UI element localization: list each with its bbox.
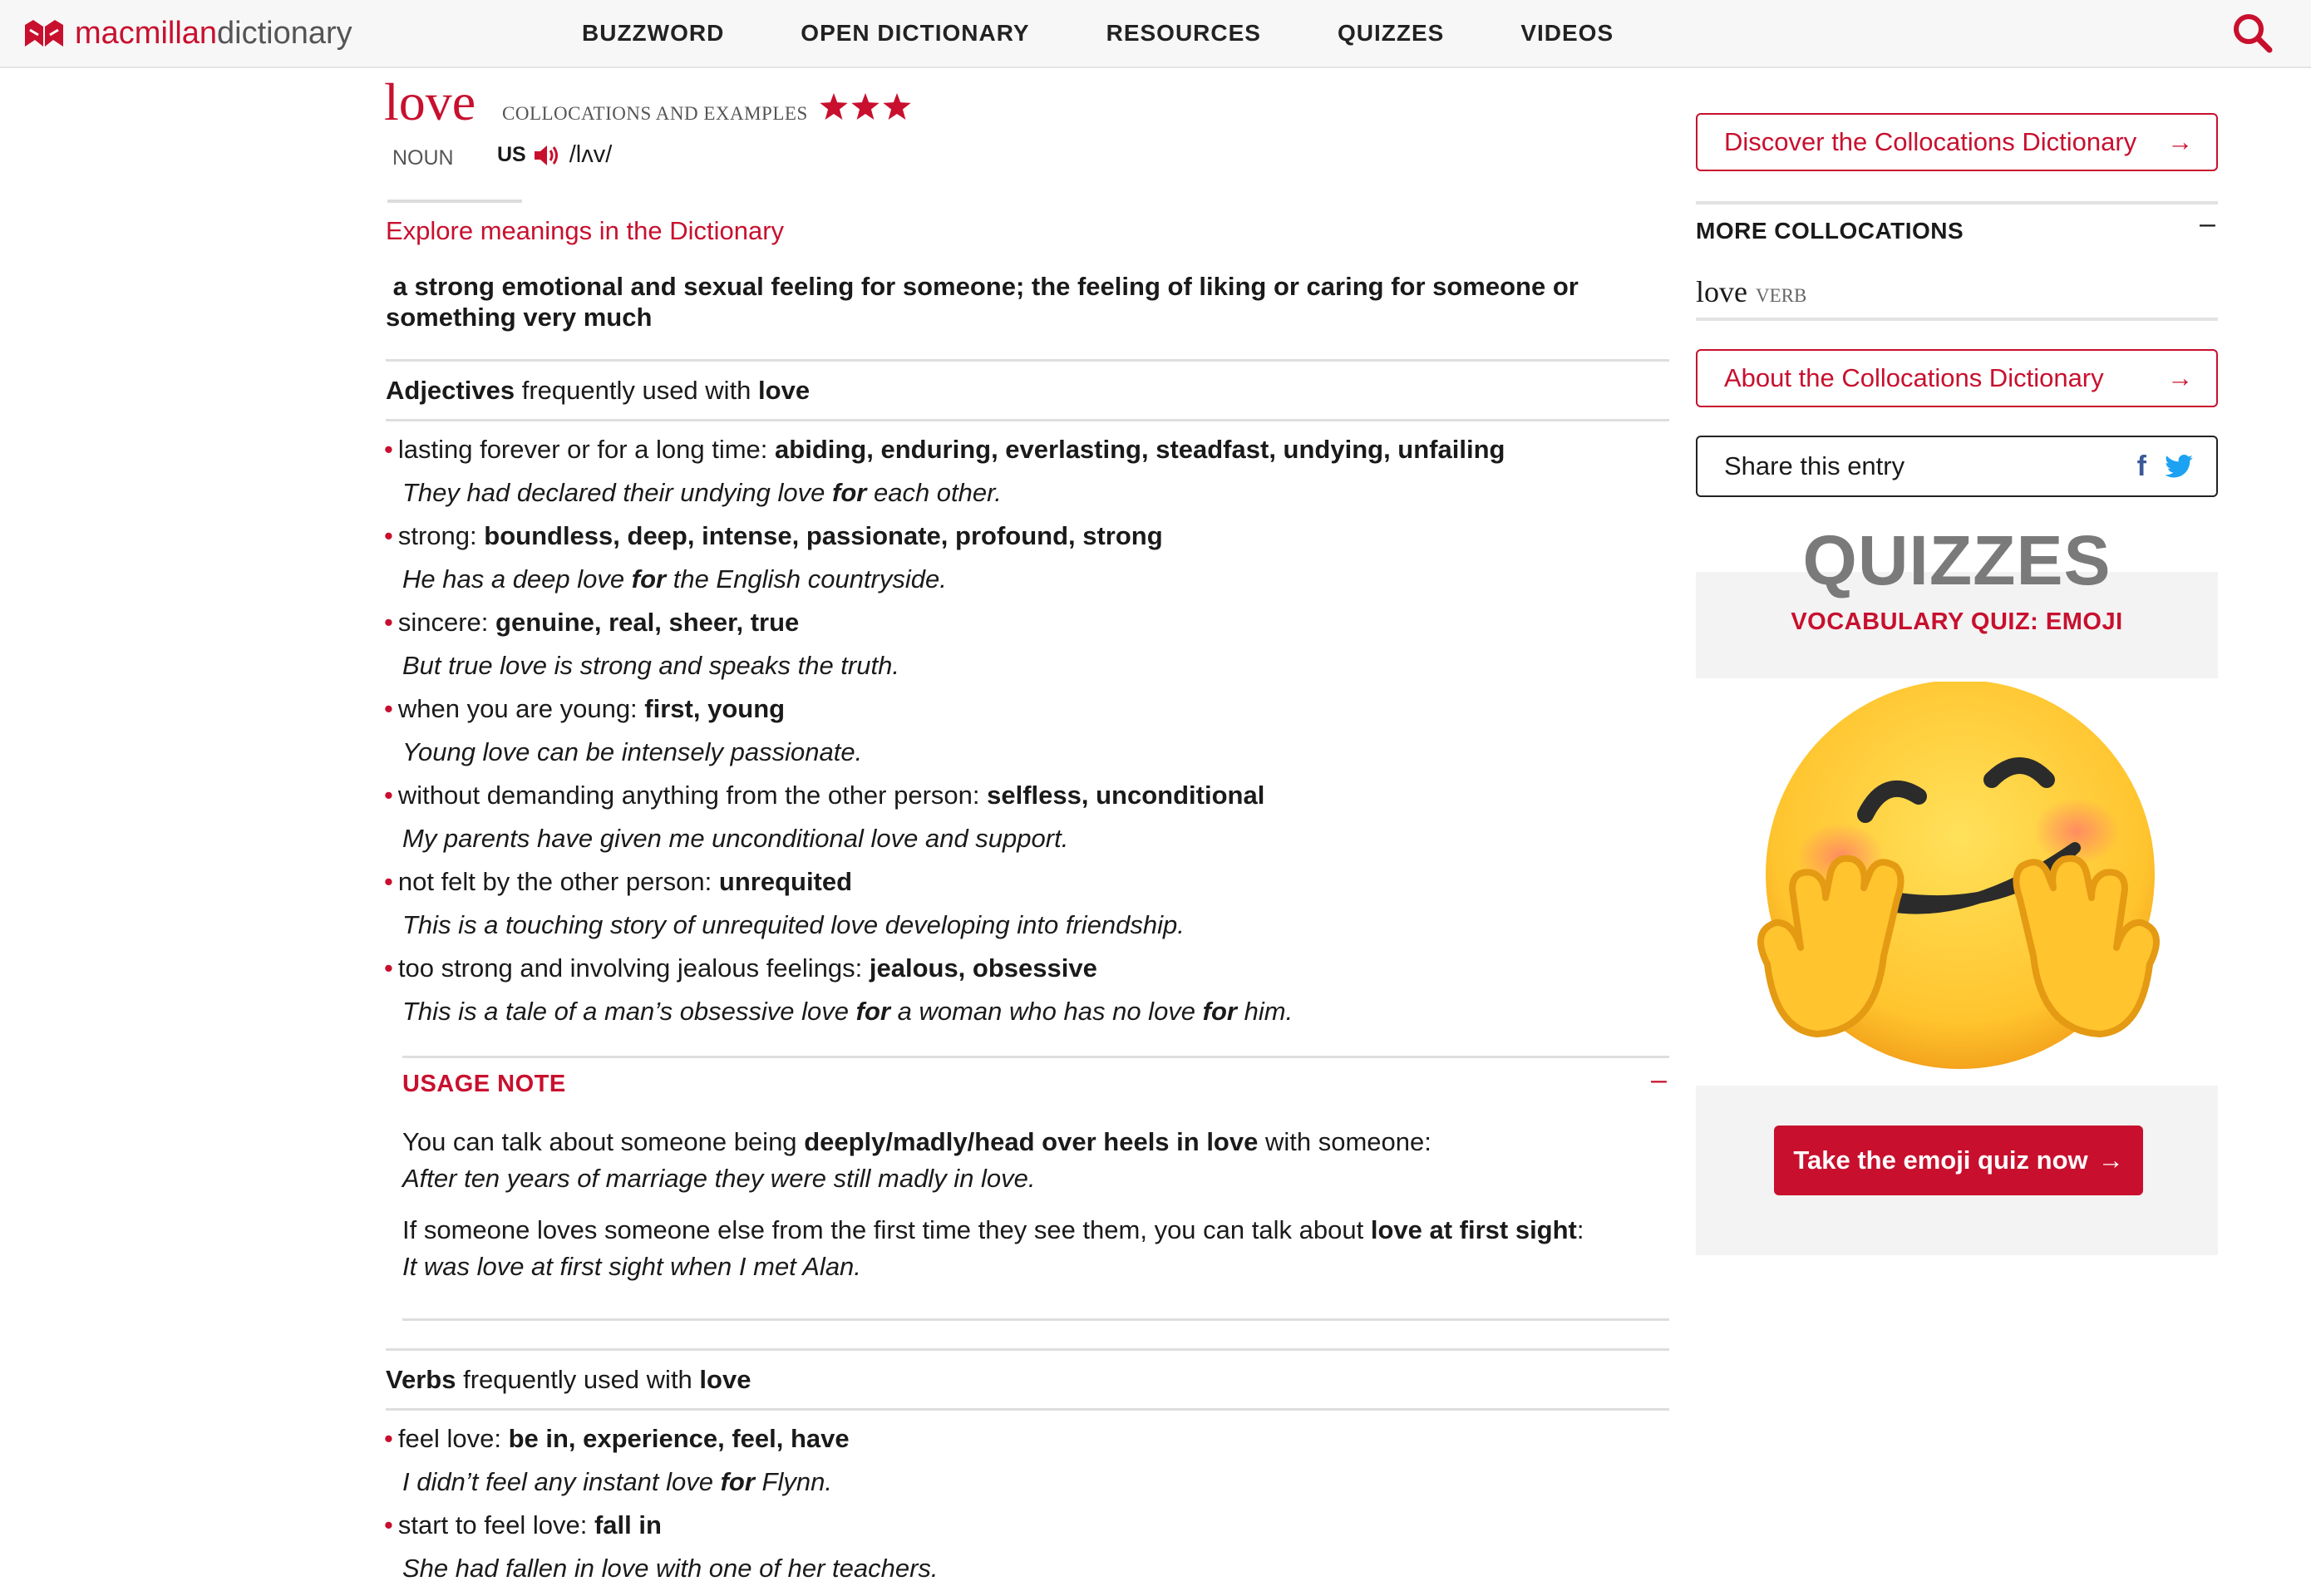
collocation-item: • when you are young: first, young Young love can be intensely passionate. [384,693,1681,767]
section-title-rest: frequently used with [463,1365,692,1394]
section-title-word: love [758,376,811,405]
star-icon [851,93,880,120]
example-sentence: I didn’t feel any instant love for Flynn. [402,1467,832,1496]
collocation-gloss: feel love: [397,1424,501,1453]
usage-note-paragraph: You can talk about someone being deeply/madly/head over heels in love with someone: After ten years of marriage they were still madly in love. [402,1127,1431,1193]
divider [1696,201,2218,204]
example-sentence: This is a tale of a man’s obsessive love for a woman who has no love for him. [402,997,1293,1026]
explore-dictionary-link[interactable]: Explore meanings in the Dictionary [386,216,785,245]
usage-example: After ten years of marriage they were still madly in love. [402,1164,1036,1193]
arrow-right-icon: → [2097,1145,2124,1175]
section-title-bold: Adjectives [386,376,515,405]
main-nav [582,0,1690,66]
collocation-gloss: too strong and involving jealous feelings: [397,953,863,983]
button-label: Take the emoji quiz now [1793,1145,2088,1175]
example-sentence: He has a deep love for the English countryside. [402,564,947,594]
collocation-item: • sincere: genuine, real, sheer, true But true love is strong and speaks the truth. [384,607,1681,681]
quizzes-title: QUIZZES [1802,521,2111,599]
nav-videos[interactable]: VIDEOS [1520,20,1614,46]
usage-note-paragraph: If someone loves someone else from the first time they see them, you can talk about love at first sight: It was love at first sight when I met Alan. [402,1215,1584,1281]
facebook-icon[interactable]: f [2136,450,2146,482]
section-title-rest: frequently used with [521,376,751,405]
usage-note-top-rule [402,1056,1669,1058]
more-collocations-collapse-button[interactable]: – [2200,208,2215,239]
more-collocations-entry[interactable] [1696,274,1806,309]
collocation-item: • start to feel love: fall in She had fallen in love with one of her teachers. [384,1510,1681,1584]
region-label: US [497,143,526,166]
nav-resources[interactable]: RESOURCES [1106,20,1261,46]
pronunciation [497,141,612,169]
entry-pos: VERB [1755,285,1807,306]
share-entry-box [1696,436,2218,497]
more-collocations-title: MORE COLLOCATIONS [1696,218,1964,244]
collocation-words: boundless, deep, intense, passionate, profound, strong [484,521,1163,550]
logo-word-dictionary: dictionary [217,15,352,51]
verbs-list [384,1423,1681,1596]
divider [386,1348,1669,1351]
ipa-transcription: /lʌv/ [569,141,613,168]
divider [386,419,1669,421]
usage-example: It was love at first sight when I met Alan. [402,1252,861,1281]
quiz-subtitle-link[interactable]: VOCABULARY QUIZ: EMOJI [1791,608,2123,635]
divider [387,200,522,203]
star-icon [883,93,911,120]
collocation-item: • not felt by the other person: unrequited This is a touching story of unrequited love developing into friendship. [384,866,1681,940]
usage-note-title: USAGE NOTE [402,1071,566,1097]
logo-word-macmillan: macmillan [75,15,218,51]
twitter-icon[interactable] [2165,455,2193,478]
logo-icon [23,17,65,50]
collocation-words: genuine, real, sheer, true [495,608,800,637]
share-label: Share this entry [1724,451,1905,480]
section-title-bold: Verbs [386,1365,456,1394]
collocation-gloss: sincere: [397,608,489,637]
headword: love [384,72,476,131]
definition-text: a strong emotional and sexual feeling for someone; the feeling of liking or caring for someone or something very much [386,272,1579,332]
usage-note-bottom-rule [402,1318,1669,1321]
example-sentence: But true love is strong and speaks the truth. [402,651,899,680]
collocations-label: COLLOCATIONS AND EXAMPLES [502,103,808,124]
site-logo[interactable] [23,10,352,57]
divider [386,1408,1669,1411]
collocation-words: jealous, obsessive [869,953,1097,983]
divider [1696,318,2218,321]
arrow-right-icon: → [2167,127,2193,156]
collocation-gloss: strong: [397,521,477,550]
about-collocations-button[interactable] [1696,349,2218,407]
collocation-gloss: when you are young: [397,694,638,723]
collocation-gloss: lasting forever or for a long time: [397,435,768,464]
example-sentence: They had declared their undying love for each other. [402,478,1002,507]
collocation-words: first, young [644,694,786,723]
example-sentence: She had fallen in love with one of her teachers. [402,1554,939,1583]
arrow-right-icon: → [2167,363,2193,392]
collocation-words: be in, experience, feel, have [508,1424,850,1453]
section-title-word: love [699,1365,751,1394]
example-sentence: This is a touching story of unrequited love developing into friendship. [402,910,1185,939]
usage-note-collapse-button[interactable]: – [1651,1064,1667,1096]
nav-open-dictionary[interactable]: OPEN DICTIONARY [801,20,1030,46]
verbs-section-title [386,1365,751,1395]
search-icon[interactable] [2228,8,2278,58]
nav-buzzword[interactable]: BUZZWORD [582,20,725,46]
divider [386,359,1669,362]
example-sentence: Young love can be intensely passionate. [402,737,863,766]
star-icon [820,93,848,120]
definition [386,271,1666,332]
part-of-speech: NOUN [392,146,454,170]
hugging-face-emoji-icon[interactable] [1742,682,2175,1081]
collocation-item: • without demanding anything from the other person: selfless, unconditional My parents have given me unconditional love and support. [384,780,1681,854]
speaker-icon[interactable] [533,143,563,168]
collocation-gloss: start to feel love: [397,1510,588,1539]
collocation-words: unrequited [718,867,853,896]
collocation-gloss: without demanding anything from the other person: [397,781,980,810]
nav-quizzes[interactable]: QUIZZES [1337,20,1445,46]
collocation-gloss: not felt by the other person: [397,867,712,896]
adjectives-section-title [386,376,810,406]
collocation-item: • too strong and involving jealous feelings: jealous, obsessive This is a tale of a man’s obsessive love for a woman who has no love for him. [384,953,1681,1027]
frequency-stars [820,93,911,120]
collocation-words: abiding, enduring, everlasting, steadfast, undying, unfailing [775,435,1505,464]
collocation-item: • feel love: be in, experience, feel, have I didn’t feel any instant love for Flynn. [384,1423,1681,1497]
entry-word: love [1696,275,1747,308]
collocation-item: • lasting forever or for a long time: abiding, enduring, everlasting, steadfast, undying, unfailing They had declared their undying love for each other. [384,434,1681,508]
take-emoji-quiz-button[interactable] [1774,1126,2143,1195]
button-label: About the Collocations Dictionary [1724,363,2104,392]
usage-note-body [402,1124,1666,1300]
example-sentence: My parents have given me unconditional love and support. [402,824,1069,853]
button-label: Discover the Collocations Dictionary [1724,127,2137,156]
collocation-words: selfless, unconditional [987,781,1265,810]
collocation-item: • strong: boundless, deep, intense, passionate, profound, strong He has a deep love for the English countryside. [384,520,1681,594]
discover-collocations-button[interactable] [1696,113,2218,171]
adjectives-list [384,434,1681,1039]
collocation-words: fall in [594,1510,662,1539]
